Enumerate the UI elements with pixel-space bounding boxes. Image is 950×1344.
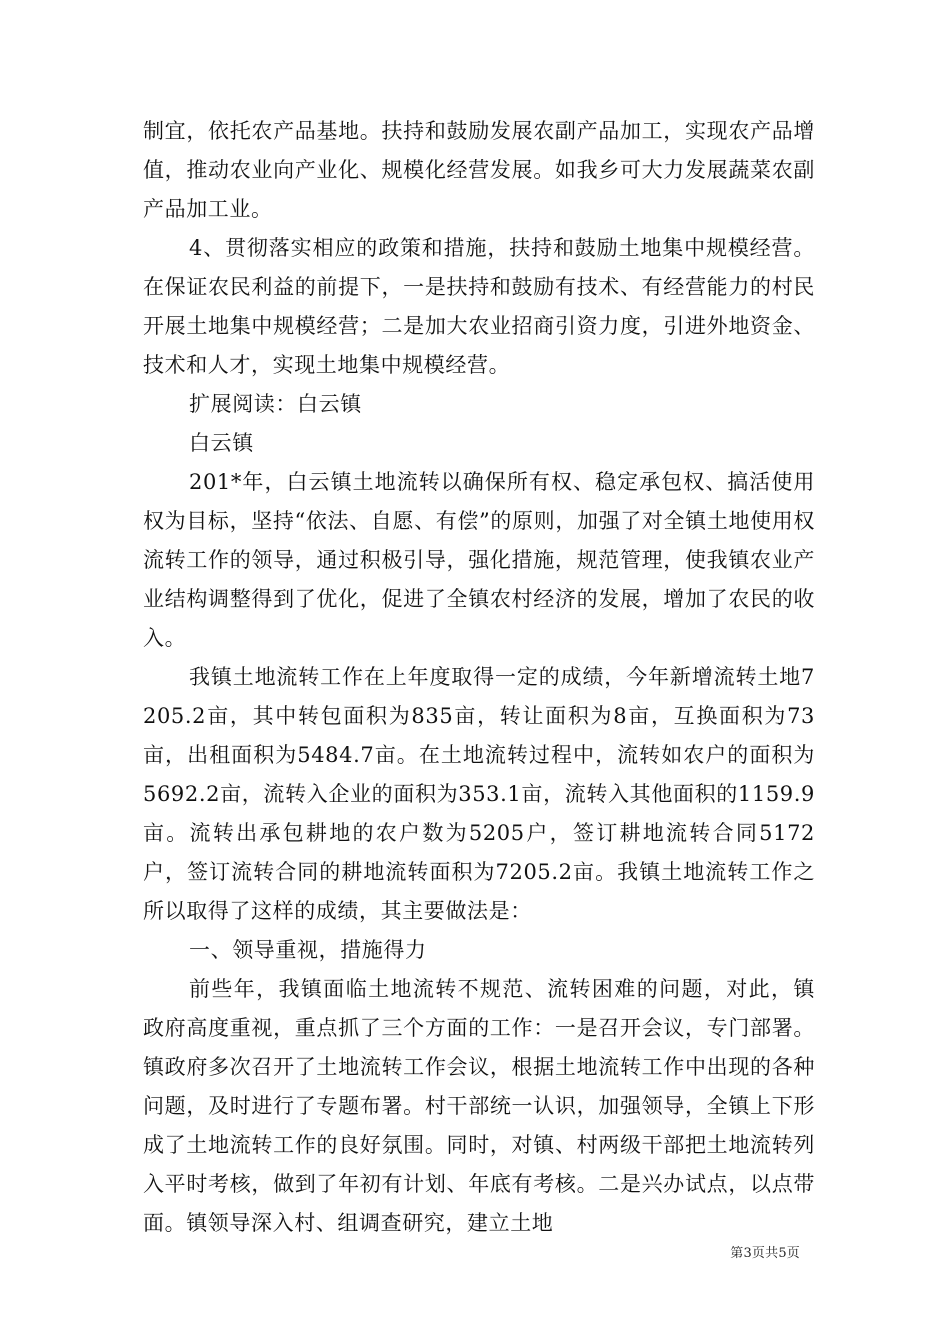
- page-number-footer: 第3页共5页: [730, 1246, 800, 1261]
- paragraph-8: 前些年，我镇面临土地流转不规范、流转困难的问题，对此，镇政府高度重视，重点抓了三个方面的工作：一是召开会议，专门部署。镇政府多次召开了土地流转工作会议，根据土地流转工作中出现的各种问题，及时进行了专题布署。村干部统一认识，加强领导，全镇上下形成了土地流转工作的良好氛围。同时，对镇、村两级干部把土地流转列入平时考核，做到了年初有计划、年底有考核。二是兴办试点，以点带面。镇领导深入村、组调查研究，建立土地: [143, 977, 815, 1235]
- paragraph-6: 我镇土地流转工作在上年度取得一定的成绩，今年新增流转土地7205.2亩，其中转包面积为835亩，转让面积为8亩，互换面积为73亩，出租面积为5484.7亩。在土地流转过程中，流转如农户的面积为5692.2亩，流转入企业的面积为353.1亩，流转入其他面积的1159.9亩。流转出承包耕地的农户数为5205户，签订耕地流转合同5172户，签订流转合同的耕地流转面积为7205.2亩。我镇土地流转工作之所以取得了这样的成绩，其主要做法是：: [143, 665, 815, 923]
- paragraph-3: 扩展阅读：白云镇: [189, 392, 362, 416]
- paragraph-1: 制宜，依托农产品基地。扶持和鼓励发展农副产品加工，实现农产品增值，推动农业向产业化、规模化经营发展。如我乡可大力发展蔬菜农副产品加工业。: [143, 119, 815, 221]
- paragraph-2: 4、贯彻落实相应的政策和措施，扶持和鼓励土地集中规模经营。在保证农民利益的前提下，一是扶持和鼓励有技术、有经营能力的村民开展土地集中规模经营；二是加大农业招商引资力度，引进外地资金、技术和人才，实现土地集中规模经营。: [143, 236, 815, 377]
- document-body: [143, 112, 815, 1243]
- paragraph-7: 一、领导重视，措施得力: [189, 938, 427, 962]
- paragraph-5: 201*年，白云镇土地流转以确保所有权、稳定承包权、搞活使用权为目标，坚持“依法、自愿、有偿”的原则，加强了对全镇土地使用权流转工作的领导，通过积极引导，强化措施，规范管理，使我镇农业产业结构调整得到了优化，促进了全镇农村经济的发展，增加了农民的收入。: [143, 470, 815, 650]
- paragraph-4: 白云镇: [189, 431, 254, 455]
